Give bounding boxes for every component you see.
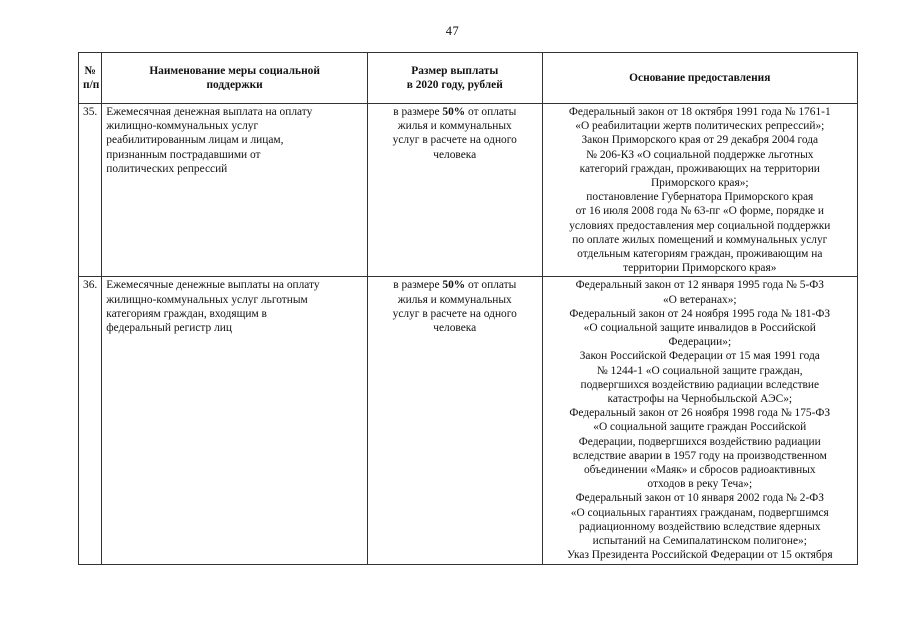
legal-basis-line: Закон Приморского края от 29 декабря 2004 года bbox=[581, 134, 819, 147]
payment-size-first-line bbox=[372, 105, 538, 119]
row-number: 35. bbox=[79, 104, 102, 277]
header-num bbox=[79, 53, 102, 104]
legal-basis-line: отдельным категориям граждан, проживающим на bbox=[577, 248, 823, 261]
benefits-table bbox=[78, 52, 858, 565]
page-number: 47 bbox=[445, 24, 460, 38]
header-size-line: Размер выплаты bbox=[411, 65, 499, 77]
payment-percent: 50% bbox=[442, 106, 466, 118]
payment-size bbox=[367, 104, 542, 277]
payment-size-suffix: от оплаты bbox=[465, 279, 517, 292]
legal-basis-line: Приморского края»; bbox=[650, 177, 749, 190]
legal-basis-line: Федерации, подвергшихся воздействию радиации bbox=[578, 435, 821, 448]
legal-basis-line: объединении «Маяк» и сбросов радиоактивных bbox=[583, 464, 816, 477]
legal-basis-line: «О социальных гарантиях гражданам, подвергшимся bbox=[570, 506, 829, 519]
table-row bbox=[79, 104, 858, 277]
legal-basis bbox=[542, 104, 857, 277]
payment-size-line: услуг в расчете на одного bbox=[392, 307, 517, 320]
measure-name bbox=[102, 277, 368, 564]
measure-name-line: жилищно-коммунальных услуг льготным bbox=[106, 293, 308, 306]
table-header-row bbox=[79, 53, 858, 104]
header-num-line: п/п bbox=[83, 79, 100, 91]
payment-size-prefix: в размере bbox=[393, 279, 443, 292]
payment-size-prefix: в размере bbox=[393, 106, 443, 118]
header-name bbox=[102, 53, 368, 104]
legal-basis-line: от 16 июля 2008 года № 63-пг «О форме, порядке и bbox=[575, 205, 824, 218]
measure-name-line: Ежемесячная денежная выплата на оплату bbox=[106, 106, 313, 118]
legal-basis-line: Федеральный закон от 12 января 1995 года № 5-ФЗ bbox=[575, 279, 824, 292]
legal-basis-line: отходов в реку Теча»; bbox=[647, 478, 753, 491]
measure-name-line: признанным пострадавшими от bbox=[106, 148, 261, 161]
legal-basis-line: Федеральный закон от 18 октября 1991 года № 1761-1 bbox=[568, 106, 831, 118]
legal-basis-line: катастрофы на Чернобыльской АЭС»; bbox=[607, 393, 793, 406]
legal-basis-line: вследствие аварии в 1957 году на производственном bbox=[572, 449, 827, 462]
header-size-line: в 2020 году, рублей bbox=[406, 79, 503, 91]
legal-basis-line: Федеральный закон от 24 ноября 1995 года № 181-ФЗ bbox=[569, 307, 831, 320]
measure-name-line: жилищно-коммунальных услуг bbox=[106, 120, 259, 133]
measure-name-line: федеральный регистр лиц bbox=[106, 322, 232, 335]
legal-basis-line: условиях предоставления мер социальной поддержки bbox=[569, 219, 831, 232]
legal-basis-line: «О ветеранах»; bbox=[662, 293, 737, 306]
measure-name-line: политических репрессий bbox=[106, 162, 228, 175]
legal-basis-line: «О социальной защите граждан Российской bbox=[593, 421, 807, 434]
header-basis-line: Основание предоставления bbox=[629, 72, 771, 84]
legal-basis-line: испытаний на Семипалатинском полигоне»; bbox=[592, 535, 807, 548]
legal-basis-line: Федеральный закон от 26 ноября 1998 года № 175-ФЗ bbox=[569, 407, 831, 420]
legal-basis-line: постановление Губернатора Приморского края bbox=[586, 191, 814, 204]
header-num-line: № bbox=[84, 65, 96, 77]
payment-size-first-line bbox=[372, 278, 538, 292]
legal-basis-line: категорий граждан, проживающих на территории bbox=[579, 162, 820, 175]
payment-size-line: услуг в расчете на одного bbox=[392, 134, 517, 147]
legal-basis-line: «О реабилитации жертв политических репрессий»; bbox=[575, 120, 825, 133]
legal-basis-line: подвергшихся воздействию радиации вследствие bbox=[580, 378, 820, 391]
payment-size bbox=[367, 277, 542, 564]
measure-name bbox=[102, 104, 368, 277]
legal-basis-line: Закон Российской Федерации от 15 мая 1991 года bbox=[579, 350, 820, 363]
payment-size-line: жилья и коммунальных bbox=[397, 120, 512, 133]
payment-size-line: человека bbox=[433, 148, 477, 161]
measure-name-line: Ежемесячные денежные выплаты на оплату bbox=[106, 279, 320, 292]
legal-basis-line: Указ Президента Российской Федерации от 15 октября bbox=[566, 549, 833, 562]
header-name-line: Наименование меры социальной bbox=[149, 65, 320, 77]
payment-percent: 50% bbox=[442, 279, 466, 292]
payment-size-line: человека bbox=[433, 322, 477, 335]
row-number: 36. bbox=[79, 277, 102, 564]
legal-basis-line: № 206-КЗ «О социальной поддержке льготных bbox=[586, 148, 814, 161]
header-name-line: поддержки bbox=[206, 79, 263, 91]
legal-basis-line: Федеральный закон от 10 января 2002 года № 2-ФЗ bbox=[575, 492, 824, 505]
legal-basis bbox=[542, 277, 857, 564]
table-row bbox=[79, 277, 858, 564]
legal-basis-line: «О социальной защите инвалидов в Российской bbox=[583, 322, 816, 335]
payment-size-line: жилья и коммунальных bbox=[397, 293, 512, 306]
legal-basis-line: по оплате жилых помещений и коммунальных услуг bbox=[572, 233, 828, 246]
measure-name-line: категориям граждан, входящим в bbox=[106, 307, 267, 320]
header-basis bbox=[542, 53, 857, 104]
legal-basis-line: Федерации»; bbox=[668, 336, 732, 349]
legal-basis-line: территории Приморского края» bbox=[623, 262, 777, 275]
legal-basis-line: № 1244-1 «О социальной защите граждан, bbox=[596, 364, 803, 377]
measure-name-line: реабилитированным лицам и лицам, bbox=[106, 134, 284, 147]
header-size bbox=[367, 53, 542, 104]
legal-basis-line: радиационному воздействию вследствие ядерных bbox=[579, 520, 821, 533]
payment-size-suffix: от оплаты bbox=[465, 106, 517, 118]
